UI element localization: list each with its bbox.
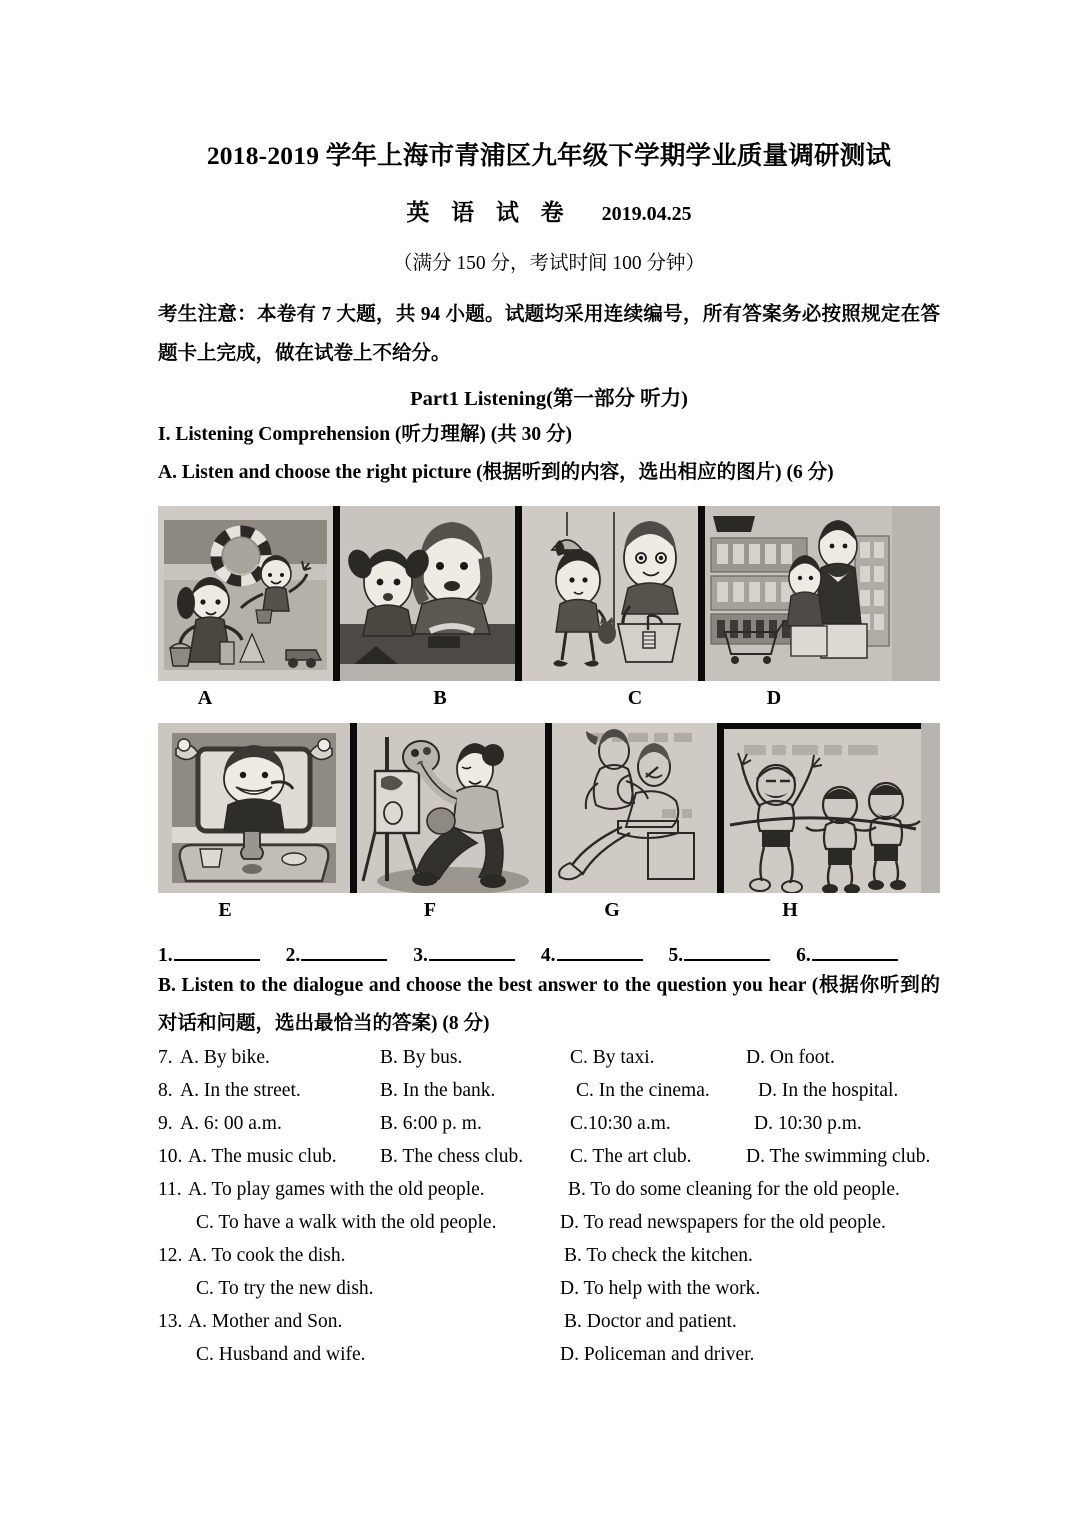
question-row-9 [158,1113,940,1146]
question-row-13-line-2 [158,1344,940,1377]
kitchen-washing-illustration [522,506,698,681]
question-11-option-d[interactable]: D. To read newspapers for the old people. [560,1211,886,1233]
answer-blank-4-number: 4. [540,944,556,966]
question-9-option-d[interactable]: D. 10:30 p.m. [754,1112,862,1134]
picture-g [552,723,717,893]
answer-blank-1-number: 1. [158,944,173,966]
picture-label-e: E [218,898,232,921]
answer-blank-5-line[interactable] [684,943,770,961]
question-11-option-b[interactable]: B. To do some cleaning for the old people. [568,1178,900,1200]
question-8-number: 8. [158,1079,173,1101]
picture-a [158,506,333,681]
girl-and-woman-table-illustration [340,506,515,681]
question-7-number: 7. [158,1046,173,1068]
question-10-option-c[interactable]: C. The art club. [570,1145,692,1167]
page-content [158,0,940,1377]
question-13-option-a[interactable]: A. Mother and Son. [188,1310,343,1332]
question-11-option-c[interactable]: C. To have a walk with the old people. [196,1211,497,1233]
page-title: 2018-2019 学年上海市青浦区九年级下学期学业质量调研测试 [206,141,892,170]
picture-label-row-2 [158,899,940,933]
question-12-number: 12. [158,1244,183,1266]
question-12-option-a[interactable]: A. To cook the dish. [188,1244,346,1266]
question-13-option-b[interactable]: B. Doctor and patient. [564,1310,737,1332]
answer-blank-2-number: 2. [285,944,301,966]
question-10-number: 10. [158,1145,183,1167]
picture-label-f: F [423,898,437,921]
answer-blank-3-number: 3. [413,944,428,966]
question-13-number: 13. [158,1310,183,1332]
picture-c [522,506,698,681]
picture-divider-4 [350,723,357,893]
answer-blank-3-line[interactable] [429,943,515,961]
question-7-option-a[interactable]: A. By bike. [180,1046,270,1068]
picture-label-row-1 [158,687,940,721]
answer-blank-5[interactable] [669,943,771,967]
question-8-option-c[interactable]: C. In the cinema. [576,1079,710,1101]
question-row-11-line-1 [158,1179,940,1212]
section-b-heading: B. Listen to the dialogue and choose the best answer to the question you hear (根据你听到的对话和问题，选出最恰当的答案) (8 分) [158,974,940,1034]
answer-blank-4[interactable] [541,943,643,967]
picture-divider-3 [698,506,705,681]
question-10-option-d[interactable]: D. The swimming club. [746,1145,931,1167]
question-row-10 [158,1146,940,1179]
picture-label-a: A [197,686,213,709]
question-10-option-a[interactable]: A. The music club. [188,1145,337,1167]
picture-divider-6 [717,723,724,893]
answer-blank-3[interactable] [413,943,515,967]
picture-b [340,506,515,681]
answer-blank-1[interactable] [158,943,260,967]
picture-h [724,723,921,893]
answer-blank-6-line[interactable] [812,943,898,961]
question-row-13-line-1 [158,1311,940,1344]
picture-divider-5 [545,723,552,893]
picture-d [705,506,892,681]
subject-row [158,194,940,227]
question-9-option-a[interactable]: A. 6: 00 a.m. [180,1112,282,1134]
questions-list [158,1047,940,1377]
picture-label-c: C [627,686,643,709]
part1-heading: Part1 Listening(第一部分 听力) [410,387,688,410]
question-7-option-c[interactable]: C. By taxi. [570,1046,655,1068]
question-8-option-a[interactable]: A. In the street. [180,1079,301,1101]
question-7-option-b[interactable]: B. By bus. [380,1046,463,1068]
question-9-number: 9. [158,1112,173,1134]
picture-divider-1 [333,506,340,681]
picture-strip-row-2 [158,723,940,893]
picture-label-b: B [433,686,447,709]
picture-e [158,723,350,893]
question-row-11-line-2 [158,1212,940,1245]
question-10-option-b[interactable]: B. The chess club. [380,1145,524,1167]
running-race-illustration [724,729,921,893]
answer-blank-6[interactable] [796,943,898,967]
question-8-option-b[interactable]: B. In the bank. [380,1079,496,1101]
answer-blank-6-number: 6. [796,944,811,966]
question-13-option-d[interactable]: D. Policeman and driver. [560,1343,755,1365]
exam-date: 2019.04.25 [601,202,692,225]
question-12-option-c[interactable]: C. To try the new dish. [196,1277,374,1299]
answer-blanks-row [158,943,940,967]
question-9-option-b[interactable]: B. 6:00 p. m. [380,1112,482,1134]
subject-label: 英 语 试 卷 [406,199,572,225]
question-row-7 [158,1047,940,1080]
section-a-heading: A. Listen and choose the right picture (根据听到的内容，选出相应的图片) (6 分) [158,461,834,483]
question-9-option-c[interactable]: C.10:30 a.m. [570,1112,671,1134]
candidate-notice: 考生注意：本卷有 7 大题，共 94 小题。试题均采用连续编号，所有答案务必按照规定在答题卡上完成，做在试卷上不给分。 [158,303,940,364]
question-12-option-d[interactable]: D. To help with the work. [560,1277,761,1299]
question-7-option-d[interactable]: D. On foot. [746,1046,835,1068]
picture-strip-row-1 [158,506,940,681]
painting-at-easel-illustration [357,723,545,893]
section-i-heading: I. Listening Comprehension (听力理解) (共 30 分) [158,423,573,445]
supermarket-shopping-illustration [705,506,892,681]
answer-blank-4-line[interactable] [557,943,643,961]
picture-label-g: G [604,898,620,921]
beach-play-illustration [158,506,333,681]
question-12-option-b[interactable]: B. To check the kitchen. [564,1244,753,1266]
dentist-examination-illustration [552,723,717,893]
picture-f [357,723,545,893]
question-8-option-d[interactable]: D. In the hospital. [758,1079,899,1101]
answer-blank-2[interactable] [286,943,388,967]
answer-blank-5-number: 5. [668,944,684,966]
picture-label-h: H [782,898,798,921]
question-13-option-c[interactable]: C. Husband and wife. [196,1343,366,1365]
question-row-12-line-2 [158,1278,940,1311]
answer-blank-2-line[interactable] [301,943,387,961]
question-11-number: 11. [158,1178,182,1200]
brushing-teeth-illustration [158,723,350,893]
score-and-duration: （满分 150 分，考试时间 100 分钟） [392,252,705,274]
picture-label-d: D [766,686,782,709]
picture-divider-2 [515,506,522,681]
question-row-12-line-1 [158,1245,940,1278]
question-row-8 [158,1080,940,1113]
answer-blank-1-line[interactable] [174,943,260,961]
question-11-option-a[interactable]: A. To play games with the old people. [188,1178,485,1200]
